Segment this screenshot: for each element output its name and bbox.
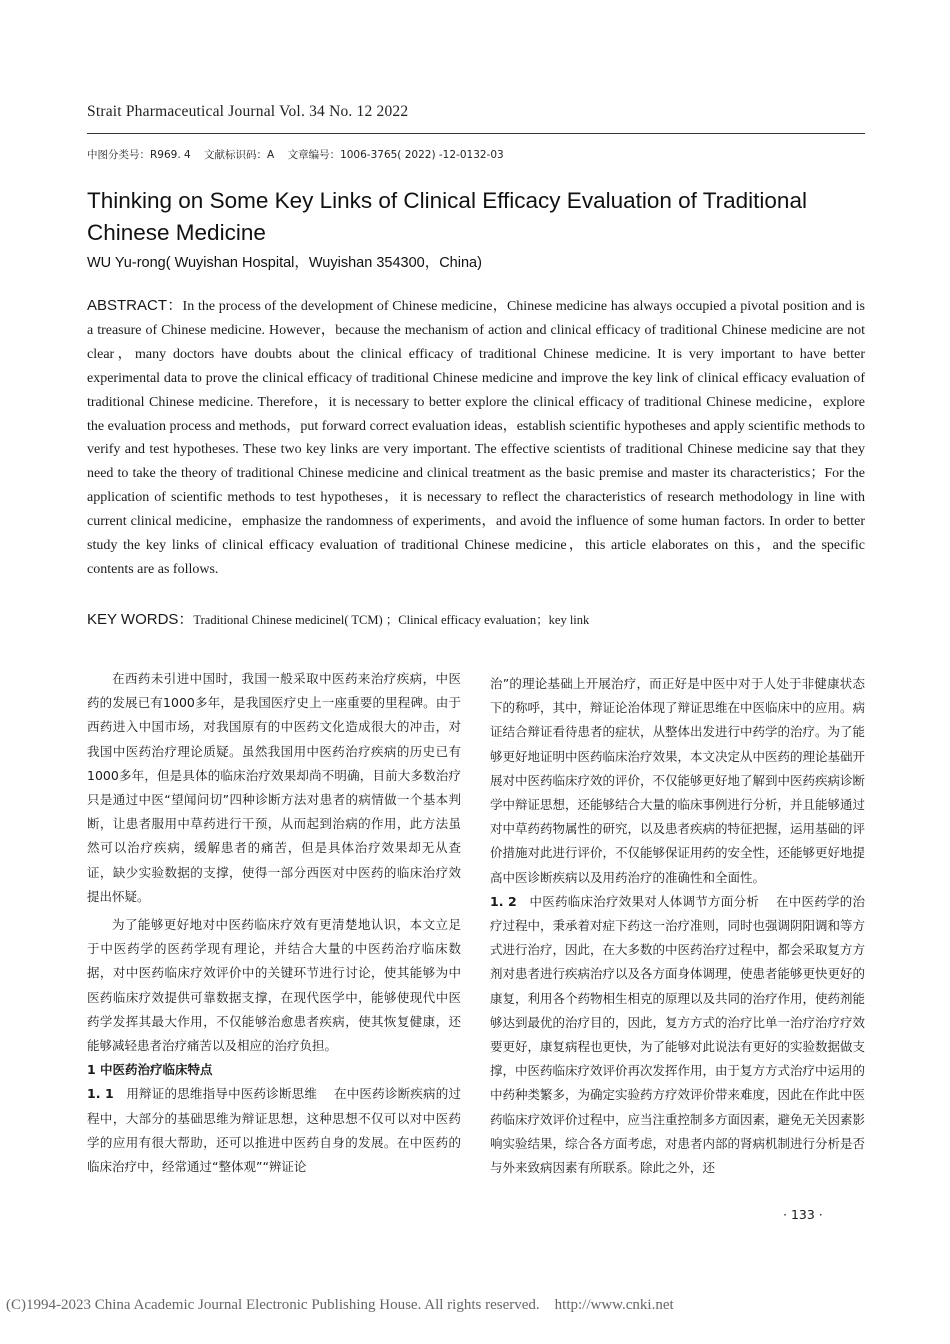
subsection-number: 1. 1 xyxy=(87,1086,114,1102)
subsection-number: 1. 2 xyxy=(490,893,517,909)
author-line: WU Yu-rong( Wuyishan Hospital，Wuyishan 354300，China) xyxy=(87,255,482,271)
subsection-1-1 xyxy=(87,1082,461,1179)
abstract-text: In the process of the development of Chinese medicine，Chinese medicine has always occupied a pivotal position and is a treasure of Chinese medicine. However，because the mechanism of action and clinical efficacy of traditional Chinese medicine are not clear，many doctors have doubts about the clinical efficacy of traditional Chinese medicine. It is very important to have better experimental data to prove the clinical efficacy of traditional Chinese medicine and improve the key link of clinical efficacy evaluation of traditional Chinese medicine. Therefore，it is necessary to better explore the clinical efficacy of traditional Chinese medicine，explore the evaluation process and methods，put forward correct evaluation ideas，establish scientific hypotheses and apply scientific methods to verify and test hypotheses. These two key links are very important. The effective scientists of traditional Chinese medicine say that they need to take the theory of traditional Chinese medicine and clinical treatment as the basic premise and master its characteristics；For the application of scientific methods to test hypotheses，it is necessary to reflect the characteristics of research methodology in line with current clinical medicine，emphasize the randomness of experiments，and avoid the influence of some human factors. In order to better study the key links of clinical efficacy evaluation of traditional Chinese medicine，this article elaborates on this，and the specific contents are as follows. xyxy=(87,299,866,577)
body-paragraph: 在西药未引进中国时，我国一般采取中医药来治疗疾病，中医药的发展已有1000多年，是我国医疗史上一座重要的里程碑。由于西药进入中国市场，对我国原有的中医药文化造成很大的冲击，对我国中医药治疗理论质疑。虽然我国用中医药治疗疾病的历史已有1000多年，但是具体的临床治疗效果却尚不明确，目前大多数治疗只是通过中医“望闻问切”四种诊断方法对患者的病情做一个基本判断，让患者服用中草药进行干预，从而起到治病的作用，此方法虽然可以治疗疾病，缓解患者的痛苦，但是具体治疗效果却无从查证，缺少实验数据的支撑，使得一部分西医对中医药的临床治疗效提出怀疑。 xyxy=(87,671,461,904)
body-paragraph: 治”的理论基础上开展治疗，而正好是中医中对于人处于非健康状态下的称呼，其中，辩证论治体现了辩证思维在中医临床中的应用。病证结合辩证看待患者的症状，从整体出发进行中药学的治疗。为了能够更好地证明中医药临床治疗效果，本文决定从中医药的理论基础开展对中医药临床疗效的评价，不仅能够更好地了解到中医药疾病诊断学中辩证思想，还能够结合大量的临床事例进行分析，并且能够通过对中草药药物属性的研究，以及患者疾病的特征把握，运用基础的评价措施对此进行评价，不仅能够保证用药的安全性，还能够更好地提高中医诊断疾病以及用药治疗的准确性和全面性。 xyxy=(490,676,866,885)
body-paragraph: 为了能够更好地对中医药临床疗效有更清楚地认识，本文立足于中医药学的医药学现有理论，并结合大量的中医药治疗临床数据，对中医药临床疗效评价中的关键环节进行讨论，使其能够为中医药临床疗效提供可靠数据支撑，在现代医学中，能够使现代中医药学发挥其最大作用，不仅能够治愈患者疾病，使其恢复健康，还能够减轻患者治疗痛苦以及相应的治疗负担。 xyxy=(87,917,461,1054)
subsection-text: 在中医药学的治疗过程中，秉承着对症下药这一治疗准则，同时也强调阴阳调和等方式进行治疗，因此，在大多数的中医药治疗过程中，都会采取复方方剂对患者进行疾病治疗以及各方面身体调理，使患者能够更快更好的康复，利用各个药物相生相克的原理以及共同的治疗作用，使药剂能够达到最优的治疗目的，因此，复方方式的治疗比单一治疗治疗疗效要更好，康复病程也更快，为了能够对此说法有更好的实验数据做支撑，中医药临床疗效评价再次发挥作用，由于复方方式治疗中运用的中药种类繁多，为确定实验药方疗效评价带来难度，因此在作此中医药临床疗效评价过程中，应当注重控制多方面因素，避免无关因素影响实验结果，综合各方面考虑，对患者内部的肾病机制进行分析是否与外来致病因素有所联系。除此之外，还 xyxy=(490,893,866,1176)
abstract xyxy=(87,294,865,582)
subsection-1-2 xyxy=(490,890,865,1180)
keywords xyxy=(87,608,589,629)
page-number: · 133 · xyxy=(783,1207,823,1222)
article-title: Thinking on Some Key Links of Clinical Efficacy Evaluation of Traditional Chinese Medicine xyxy=(87,188,807,245)
header-divider xyxy=(87,133,865,134)
keywords-text: Traditional Chinese medicinel( TCM) ；Clinical efficacy evaluation；key link xyxy=(193,613,590,627)
section-heading: 1 中医药治疗临床特点 xyxy=(87,1062,213,1078)
classification-line: 中图分类号：R969. 4 文献标识码：A 文章编号：1006-3765( 2022) -12-0132-03 xyxy=(87,149,504,161)
keywords-label: KEY WORDS： xyxy=(87,611,194,628)
journal-header: Strait Pharmaceutical Journal Vol. 34 No. 12 2022 xyxy=(87,103,409,120)
left-column xyxy=(87,667,461,1179)
subsection-title: 用辩证的思维指导中医药诊断思维 xyxy=(126,1086,318,1102)
subsection-text: 在中医药诊断疾病的过程中，大部分的基础思维为辩证思想，这种思想不仅可以对中医药学的应用有很大帮助，还可以推进中医药自身的发展。在中医药的临床治疗中，经常通过“整体观”“辨证论 xyxy=(87,1086,461,1175)
right-column xyxy=(490,672,865,1180)
copyright-footer: (C)1994-2023 China Academic Journal Electronic Publishing House. All rights reserved. http://www.cnki.net xyxy=(6,1297,674,1313)
subsection-title: 中医药临床治疗效果对人体调节方面分析 xyxy=(529,893,760,909)
abstract-label: ABSTRACT： xyxy=(87,297,183,314)
